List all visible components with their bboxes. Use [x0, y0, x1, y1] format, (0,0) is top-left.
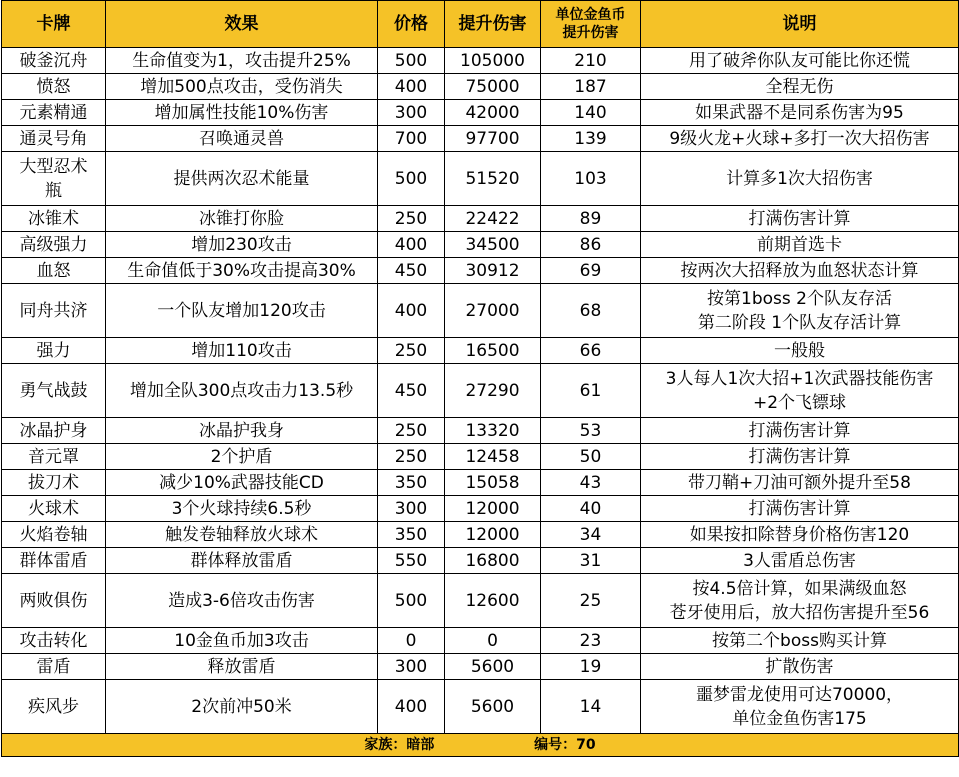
cell-note: 9级火龙+火球+多打一次大招伤害 [641, 126, 959, 152]
cell-card-name: 攻击转化 [2, 628, 106, 654]
table-row [2, 126, 959, 152]
cell-effect: 触发卷轴释放火球术 [106, 522, 378, 548]
cell-effect: 一个队友增加120攻击 [106, 284, 378, 338]
table-row [2, 284, 959, 338]
table-row [2, 548, 959, 574]
cell-effect: 召唤通灵兽 [106, 126, 378, 152]
footer-family: 家族：暗部 [364, 737, 435, 753]
header-damage: 提升伤害 [445, 1, 541, 48]
cell-card-name: 破釜沉舟 [2, 48, 106, 74]
cell-price: 400 [378, 74, 445, 100]
cell-price: 300 [378, 654, 445, 680]
header-per-coin: 单位金鱼币 提升伤害 [541, 1, 641, 48]
cell-damage: 51520 [445, 152, 541, 206]
cell-per-coin: 34 [541, 522, 641, 548]
header-price: 价格 [378, 1, 445, 48]
cell-note: 一般般 [641, 338, 959, 364]
cell-price: 350 [378, 470, 445, 496]
cell-note: 按第二个boss购买计算 [641, 628, 959, 654]
cell-effect: 生命值变为1，攻击提升25% [106, 48, 378, 74]
cell-price: 300 [378, 100, 445, 126]
table-row [2, 680, 959, 734]
cell-card-name: 血怒 [2, 258, 106, 284]
table-row [2, 48, 959, 74]
cell-note: 前期首选卡 [641, 232, 959, 258]
cell-card-name: 雷盾 [2, 654, 106, 680]
cell-price: 550 [378, 548, 445, 574]
cell-effect: 3个火球持续6.5秒 [106, 496, 378, 522]
cell-per-coin: 31 [541, 548, 641, 574]
footer-row [2, 734, 959, 757]
cell-per-coin: 53 [541, 418, 641, 444]
cell-card-name: 高级强力 [2, 232, 106, 258]
cell-per-coin: 210 [541, 48, 641, 74]
cell-note: 打满伤害计算 [641, 206, 959, 232]
cell-damage: 15058 [445, 470, 541, 496]
header-effect: 效果 [106, 1, 378, 48]
cell-damage: 16800 [445, 548, 541, 574]
cell-per-coin: 40 [541, 496, 641, 522]
cell-damage: 34500 [445, 232, 541, 258]
table-row [2, 522, 959, 548]
cell-price: 400 [378, 284, 445, 338]
cell-effect: 10金鱼币加3攻击 [106, 628, 378, 654]
cell-damage: 105000 [445, 48, 541, 74]
cell-effect: 增加230攻击 [106, 232, 378, 258]
cell-note: 如果按扣除替身价格伤害120 [641, 522, 959, 548]
header-card: 卡牌 [2, 1, 106, 48]
cell-damage: 22422 [445, 206, 541, 232]
cell-damage: 13320 [445, 418, 541, 444]
table-row [2, 470, 959, 496]
cell-per-coin: 86 [541, 232, 641, 258]
table-row [2, 654, 959, 680]
cell-note: 打满伤害计算 [641, 496, 959, 522]
cell-per-coin: 25 [541, 574, 641, 628]
cell-damage: 16500 [445, 338, 541, 364]
cell-per-coin: 14 [541, 680, 641, 734]
cell-effect: 增加500点攻击，受伤消失 [106, 74, 378, 100]
cell-note: 打满伤害计算 [641, 418, 959, 444]
cell-price: 350 [378, 522, 445, 548]
cell-effect: 生命值低于30%攻击提高30% [106, 258, 378, 284]
cell-card-name: 拔刀术 [2, 470, 106, 496]
cell-card-name: 火球术 [2, 496, 106, 522]
cell-per-coin: 103 [541, 152, 641, 206]
table-row [2, 364, 959, 418]
cell-note: 噩梦雷龙使用可达70000， 单位金鱼伤害175 [641, 680, 959, 734]
table-row [2, 628, 959, 654]
cell-card-name: 火焰卷轴 [2, 522, 106, 548]
cell-price: 300 [378, 496, 445, 522]
table-row [2, 444, 959, 470]
cell-card-name: 两败俱伤 [2, 574, 106, 628]
cell-price: 0 [378, 628, 445, 654]
table-row [2, 232, 959, 258]
cell-price: 250 [378, 418, 445, 444]
cell-per-coin: 68 [541, 284, 641, 338]
cell-price: 700 [378, 126, 445, 152]
cell-card-name: 大型忍术 瓶 [2, 152, 106, 206]
cell-card-name: 冰锥术 [2, 206, 106, 232]
cell-damage: 27290 [445, 364, 541, 418]
cell-per-coin: 43 [541, 470, 641, 496]
cell-damage: 5600 [445, 680, 541, 734]
cell-effect: 增加全队300点攻击力13.5秒 [106, 364, 378, 418]
cell-price: 400 [378, 232, 445, 258]
cell-price: 450 [378, 258, 445, 284]
header-note: 说明 [641, 1, 959, 48]
cell-damage: 5600 [445, 654, 541, 680]
cell-note: 全程无伤 [641, 74, 959, 100]
cell-note: 按第1boss 2个队友存活 第二阶段 1个队友存活计算 [641, 284, 959, 338]
table-row [2, 206, 959, 232]
cell-damage: 42000 [445, 100, 541, 126]
cell-effect: 2个护盾 [106, 444, 378, 470]
cell-damage: 12000 [445, 522, 541, 548]
cell-effect: 增加110攻击 [106, 338, 378, 364]
cell-damage: 30912 [445, 258, 541, 284]
cell-damage: 97700 [445, 126, 541, 152]
cell-per-coin: 140 [541, 100, 641, 126]
cell-note: 带刀鞘+刀油可额外提升至58 [641, 470, 959, 496]
cell-note: 3人每人1次大招+1次武器技能伤害 +2个飞镖球 [641, 364, 959, 418]
cell-note: 3人雷盾总伤害 [641, 548, 959, 574]
cell-note: 按两次大招释放为血怒状态计算 [641, 258, 959, 284]
cell-card-name: 同舟共济 [2, 284, 106, 338]
cell-card-name: 音元罩 [2, 444, 106, 470]
cell-per-coin: 69 [541, 258, 641, 284]
cell-effect: 冰锥打你脸 [106, 206, 378, 232]
table-row [2, 338, 959, 364]
cell-price: 500 [378, 152, 445, 206]
cell-per-coin: 50 [541, 444, 641, 470]
card-table [1, 0, 959, 757]
cell-card-name: 强力 [2, 338, 106, 364]
cell-note: 用了破斧你队友可能比你还慌 [641, 48, 959, 74]
cell-note: 如果武器不是同系伤害为95 [641, 100, 959, 126]
cell-card-name: 元素精通 [2, 100, 106, 126]
cell-effect: 增加属性技能10%伤害 [106, 100, 378, 126]
cell-per-coin: 61 [541, 364, 641, 418]
header-row [2, 1, 959, 48]
cell-price: 500 [378, 574, 445, 628]
cell-effect: 提供两次忍术能量 [106, 152, 378, 206]
cell-card-name: 冰晶护身 [2, 418, 106, 444]
cell-per-coin: 19 [541, 654, 641, 680]
cell-card-name: 群体雷盾 [2, 548, 106, 574]
cell-per-coin: 89 [541, 206, 641, 232]
cell-card-name: 愤怒 [2, 74, 106, 100]
cell-damage: 12000 [445, 496, 541, 522]
cell-card-name: 通灵号角 [2, 126, 106, 152]
cell-per-coin: 66 [541, 338, 641, 364]
cell-per-coin: 23 [541, 628, 641, 654]
footer-number: 编号：70 [534, 737, 596, 753]
table-row [2, 496, 959, 522]
cell-price: 250 [378, 444, 445, 470]
cell-note: 扩散伤害 [641, 654, 959, 680]
cell-damage: 12600 [445, 574, 541, 628]
cell-price: 450 [378, 364, 445, 418]
cell-effect: 减少10%武器技能CD [106, 470, 378, 496]
table-row [2, 574, 959, 628]
cell-per-coin: 187 [541, 74, 641, 100]
cell-damage: 12458 [445, 444, 541, 470]
cell-damage: 27000 [445, 284, 541, 338]
cell-damage: 0 [445, 628, 541, 654]
cell-per-coin: 139 [541, 126, 641, 152]
cell-damage: 75000 [445, 74, 541, 100]
cell-note: 计算多1次大招伤害 [641, 152, 959, 206]
cell-effect: 群体释放雷盾 [106, 548, 378, 574]
table-row [2, 258, 959, 284]
cell-effect: 2次前冲50米 [106, 680, 378, 734]
cell-price: 400 [378, 680, 445, 734]
cell-effect: 释放雷盾 [106, 654, 378, 680]
table-row [2, 418, 959, 444]
cell-price: 500 [378, 48, 445, 74]
cell-price: 250 [378, 338, 445, 364]
cell-card-name: 疾风步 [2, 680, 106, 734]
table-row [2, 74, 959, 100]
cell-effect: 冰晶护我身 [106, 418, 378, 444]
footer-cell [2, 734, 959, 757]
cell-effect: 造成3-6倍攻击伤害 [106, 574, 378, 628]
cell-note: 按4.5倍计算，如果满级血怒 苍牙使用后，放大招伤害提升至56 [641, 574, 959, 628]
cell-card-name: 勇气战鼓 [2, 364, 106, 418]
table-row [2, 152, 959, 206]
table-row [2, 100, 959, 126]
cell-note: 打满伤害计算 [641, 444, 959, 470]
cell-price: 250 [378, 206, 445, 232]
